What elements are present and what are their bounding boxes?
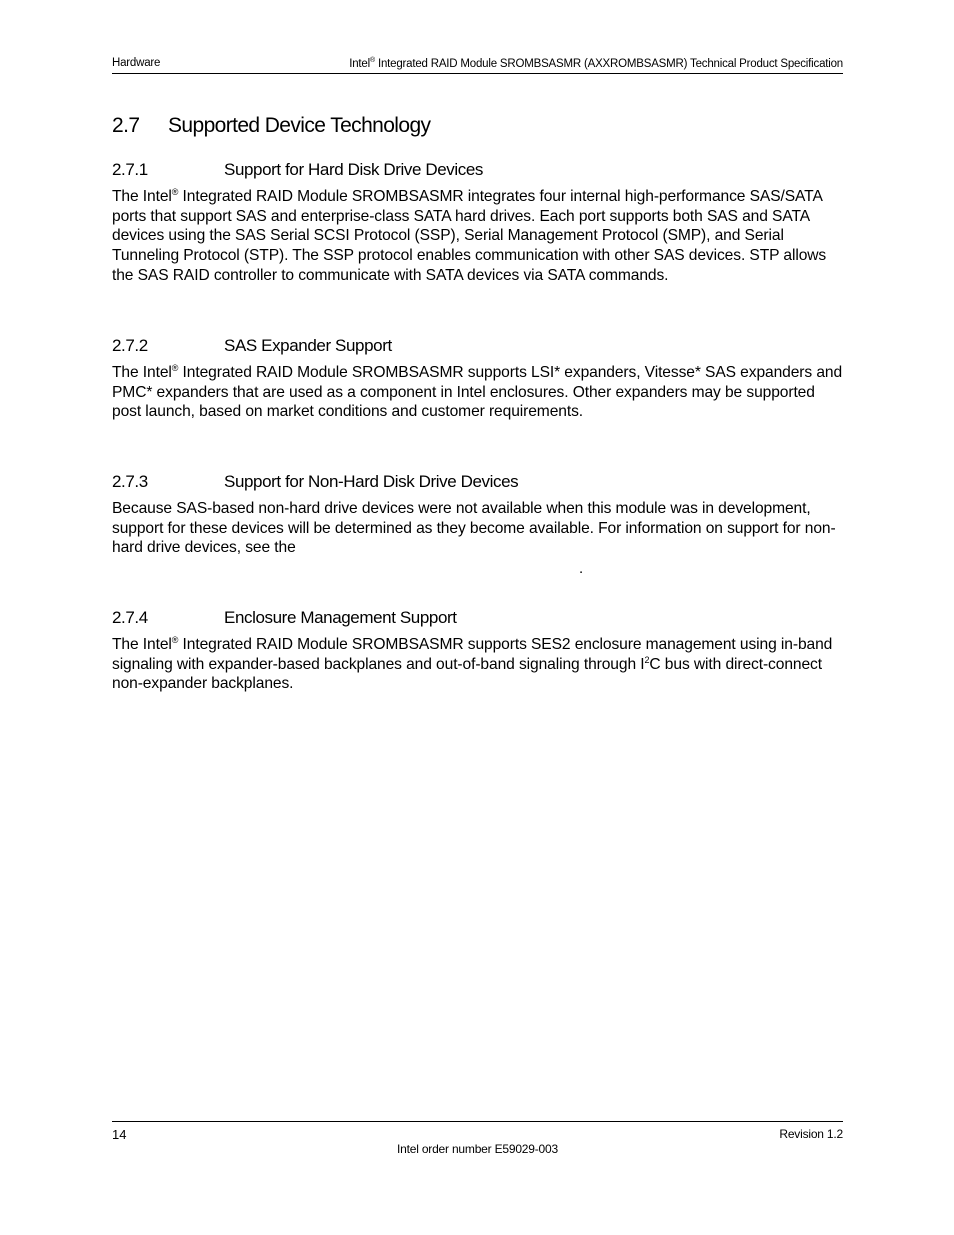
paragraph-text: The Intel [112, 364, 172, 381]
paragraph-text: The Intel [112, 188, 172, 205]
paragraph-text: Integrated RAID Module SROMBSASMR supports LSI* expanders, Vitesse* SAS expanders and PMC* expanders that are used as a component in Intel enclosures. Other expanders may be supported post launch, based on market conditions and customer requirements. [112, 364, 843, 421]
subsection-title: Support for Hard Disk Drive Devices [224, 160, 484, 179]
subsection-heading-2-7-4 [112, 608, 457, 628]
subsection-title: SAS Expander Support [224, 336, 392, 355]
header-document-title [349, 57, 843, 70]
subsection-title: Enclosure Management Support [224, 608, 457, 627]
page-number: 14 [112, 1127, 127, 1142]
header-section-name: Hardware [112, 57, 161, 69]
header-brand: Intel [349, 57, 370, 70]
paragraph-text: C bus with direct-connect non-expander backplanes. [112, 655, 822, 693]
revision-label: Revision 1.2 [779, 1127, 843, 1141]
order-number: Intel order number E59029-003 [397, 1142, 558, 1156]
page-footer [112, 1121, 843, 1162]
registered-mark: ® [171, 362, 179, 373]
paragraph-text: Integrated RAID Module SROMBSASMR supports SES2 enclosure management using in-band signaling with expander-based backplanes and out-of-band signaling through I [112, 636, 833, 673]
subsection-number: 2.7.1 [112, 160, 148, 179]
paragraph-2-7-4 [112, 635, 847, 694]
subsection-number: 2.7.4 [112, 608, 148, 627]
subsection-number: 2.7.2 [112, 336, 148, 355]
paragraph-2-7-1 [112, 187, 847, 286]
subsection-number: 2.7.3 [112, 472, 148, 491]
subsection-heading-2-7-1 [112, 160, 483, 180]
subsection-heading-2-7-2 [112, 336, 392, 356]
section-heading [112, 114, 430, 138]
section-number: 2.7 [112, 114, 140, 137]
registered-mark: ® [171, 186, 179, 197]
paragraph-2-7-2 [112, 363, 847, 422]
header-registered-mark: ® [369, 57, 375, 64]
section-title: Supported Device Technology [168, 114, 431, 137]
paragraph-text: Integrated RAID Module SROMBSASMR integrates four internal high-performance SAS/SATA ports that support SAS and enterprise-class SATA hard drives. Each port supports both SAS and SATA devices using the SAS Serial SCSI Protocol (SSP), Serial Management Protocol (SMP), and Serial Tunneling Protocol (STP). The SSP protocol enables communication with other SAS devices. STP allows the SAS RAID controller to communicate with SATA devices via SATA commands. [112, 188, 827, 284]
page-header [112, 57, 843, 74]
paragraph-text: The Intel [112, 636, 172, 653]
subsection-title: Support for Non-Hard Disk Drive Devices [224, 472, 519, 491]
subsection-heading-2-7-3 [112, 472, 518, 492]
registered-mark: ® [171, 634, 179, 645]
header-title-text: Integrated RAID Module SROMBSASMR (AXXROMBSASMR) Technical Product Specification [374, 57, 843, 70]
trailing-period: . [579, 560, 584, 577]
paragraph-2-7-3: Because SAS-based non-hard drive devices were not available when this module was in development, support for these devices will be determined as they become available. For information on support for non-hard drive devices, see the [112, 500, 836, 557]
superscript-two: 2 [644, 654, 650, 665]
